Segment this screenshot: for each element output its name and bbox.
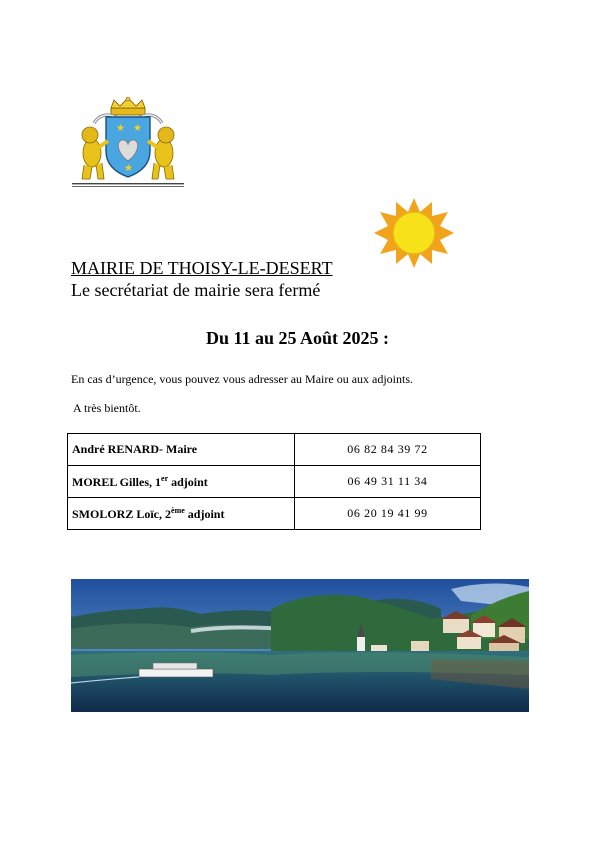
contact-name-part: SMOLORZ Loïc, 2 (72, 506, 172, 521)
table-row (68, 466, 481, 498)
sun-icon (374, 196, 454, 270)
mairie-title: MAIRIE DE THOISY-LE-DESERT (71, 258, 333, 278)
contact-name-part: adjoint (184, 506, 225, 521)
svg-text:★: ★ (124, 163, 133, 174)
shield-icon (106, 117, 150, 177)
table-row (68, 498, 481, 530)
closure-notice: Le secrétariat de mairie sera fermé (71, 280, 321, 300)
contact-name-superscript: er (161, 473, 169, 483)
right-lion-icon (148, 127, 174, 179)
contact-name: André RENARD- Maire (68, 434, 295, 466)
svg-text:★: ★ (116, 123, 125, 134)
urgency-text: En cas d’urgence, vous pouvez vous adresser au Maire ou aux adjoints. (71, 372, 414, 386)
contact-name (68, 498, 295, 530)
coat-of-arms-logo (72, 97, 184, 189)
contact-phone: 06 20 19 41 99 (295, 498, 481, 530)
table-row (68, 434, 481, 466)
contact-phone: 06 82 84 39 72 (295, 434, 481, 466)
contact-name (68, 466, 295, 498)
closing-text: A très bientôt. (73, 401, 141, 415)
contact-name-part: MOREL Gilles, 1 (72, 474, 162, 489)
closure-dates: Du 11 au 25 Août 2025 : (205, 328, 390, 348)
contacts-table (67, 433, 481, 530)
left-lion-icon (82, 127, 108, 179)
svg-text:★: ★ (133, 123, 142, 134)
contact-phone: 06 49 31 11 34 (295, 466, 481, 498)
landscape-photo (71, 579, 529, 712)
contact-name-superscript: ème (171, 505, 185, 515)
crown-icon (111, 97, 145, 115)
contact-name-part: adjoint (168, 474, 208, 489)
